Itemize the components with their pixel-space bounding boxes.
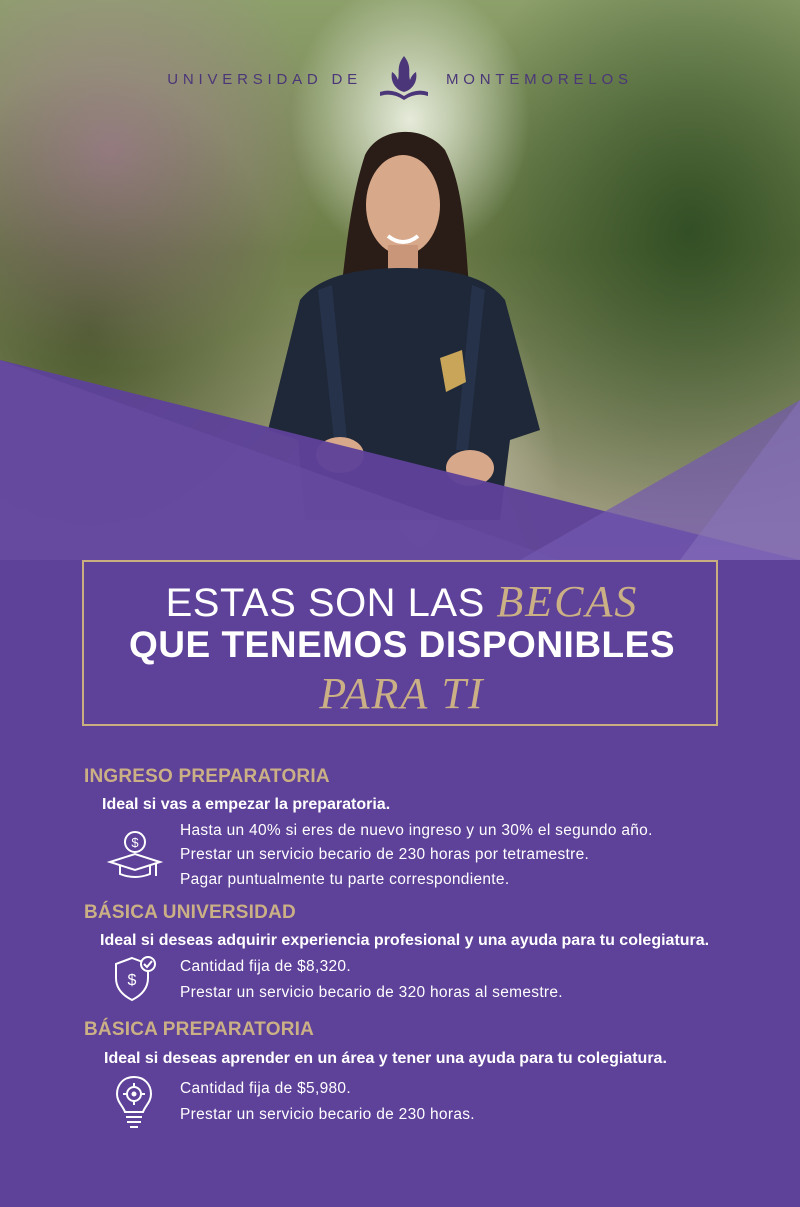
headline-line3: PARA TI <box>319 669 485 718</box>
list-item: Cantidad fija de $8,320. <box>180 958 351 975</box>
svg-text:$: $ <box>127 972 137 989</box>
section-description: Ideal si vas a empezar la preparatoria. <box>102 796 391 813</box>
shield-money-icon <box>112 954 158 1002</box>
headline-highlight: BECAS <box>496 577 639 626</box>
list-item: Hasta un 40% si eres de nuevo ingreso y un 30% el segundo año. <box>180 822 653 839</box>
graduation-cap-money-icon <box>106 830 164 882</box>
section-description: Ideal si deseas adquirir experiencia profesional y una ayuda para tu colegiatura. <box>100 932 710 949</box>
headline-line1 <box>84 576 720 627</box>
section-title: BÁSICA UNIVERSIDAD <box>84 902 296 923</box>
brand-left-text: UNIVERSIDAD DE <box>167 70 362 88</box>
svg-text:$: $ <box>131 835 139 850</box>
brand-right-text: MONTEMORELOS <box>445 70 633 88</box>
section-title: BÁSICA PREPARATORIA <box>84 1019 315 1040</box>
lightbulb-gear-icon <box>114 1074 154 1130</box>
list-item: Prestar un servicio becario de 320 horas al semestre. <box>180 984 563 1001</box>
headline-line1-text: ESTAS SON LAS <box>165 581 485 625</box>
list-item: Cantidad fija de $5,980. <box>180 1080 351 1097</box>
section-title: INGRESO PREPARATORIA <box>84 766 330 787</box>
list-item: Prestar un servicio becario de 230 horas. <box>180 1106 475 1123</box>
list-item: Pagar puntualmente tu parte correspondiente. <box>180 871 510 888</box>
section-description: Ideal si deseas aprender en un área y tener una ayuda para tu colegiatura. <box>104 1050 667 1067</box>
list-item: Prestar un servicio becario de 230 horas por tetramestre. <box>180 846 590 863</box>
headline-frame <box>82 560 718 726</box>
headline-line2: QUE TENEMOS DISPONIBLES <box>128 624 675 665</box>
